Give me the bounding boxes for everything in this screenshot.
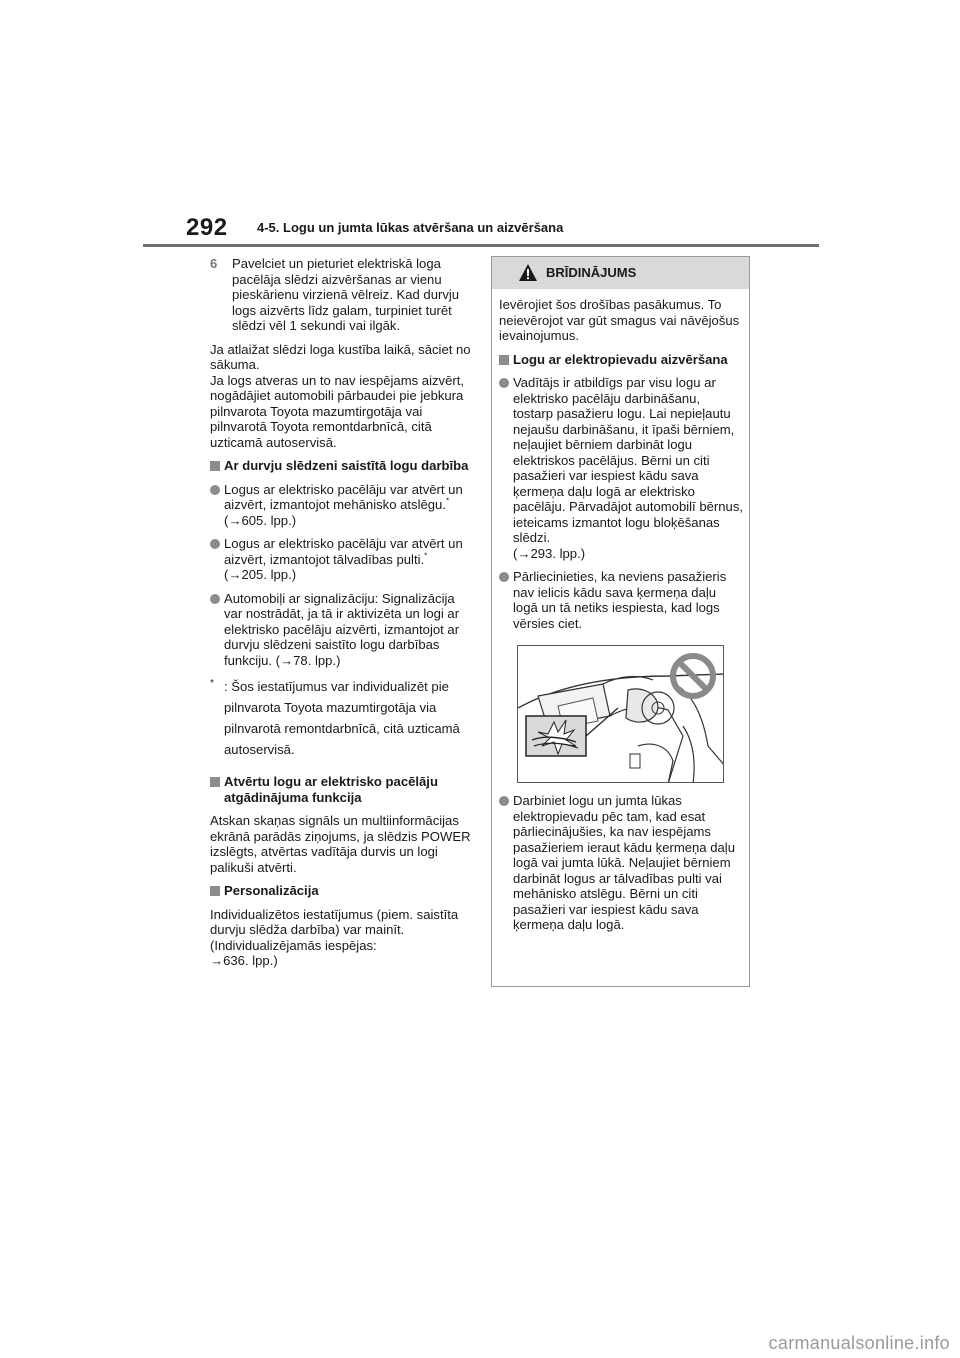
main-column	[210, 256, 472, 977]
section-title: 4-5. Logu un jumta lūkas atvēršana un aizvēršana	[257, 220, 564, 235]
heading-text: Personalizācija	[224, 883, 319, 898]
round-bullet-icon	[499, 378, 509, 388]
note-dealer: Ja logs atveras un to nav iespējams aizvērt, nogādājiet automobili pārbaudei pie jebkura pilnvarota Toyota mazumtirgotāja vai pilnvarotā Toyota remontdarbnīcā, citā uzticamā autoservisā.	[210, 372, 464, 450]
footnote	[210, 676, 472, 760]
footnote-marker: *	[424, 551, 428, 561]
bullet-text: Vadītājs ir atbildīgs par visu logu ar elektrisko pacēlāju darbināšanu, tostarp pasažieru logu. Lai nepieļautu nejaušu darbināšanu, it īpaši bērniem, neļaujiet bērniem darbināt logu elektriskos pacēlājus. Bērni un citi pasažieri var iespiest kādu sava ķermeņa daļu logā ar elektrisko pacēlāju. Pārvadājot automobilī bērnus, ieteicams izmantot logu bloķēšanas slēdzi.	[513, 375, 744, 545]
note-restart: Ja atlaižat slēdzi loga kustība laikā, sāciet no sākuma.	[210, 341, 471, 372]
round-bullet-icon	[210, 485, 220, 495]
footnote-star: *	[210, 678, 214, 689]
heading-text: Atvērtu logu ar elektrisko pacēlāju atgādinājuma funkcija	[224, 774, 438, 805]
square-bullet-icon	[499, 355, 509, 365]
page-reference-link[interactable]: 636. lpp.)	[223, 953, 278, 968]
note-paragraph	[210, 342, 472, 373]
bullet-text: Logus ar elektrisko pacēlāju var atvērt un aizvērt, izmantojot mehānisko atslēgu.	[224, 481, 463, 512]
heading-text: Logu ar elektropievadu aizvēršana	[513, 351, 728, 367]
bullet-alarm: Automobiļi ar signalizāciju: Signalizācija var nostrādāt, ja tā ir aktivizēta un logi ar elektrisko pacēlāju aizvērti, izmantojot ar durvju slēdzeni saistīto logu darbības funkciju. (→78. lpp.)	[210, 591, 472, 669]
square-bullet-icon	[210, 461, 220, 471]
bullet-text: Darbiniet logu un jumta lūkas elektropievadu pēc tam, kad esat pārliecinājušies, ka nav iespējams pasažieriem ieraut kādu ķermeņa daļu logā vai jumta lūkā. Neļaujiet bērniem darbināt logus ar tālvadības pulti vai mehānisko atslēgu. Bērni un citi pasažieri var iespiest kādu sava ķermeņa daļu logā.	[513, 793, 735, 932]
warning-bullet-driver: Vadītājs ir atbildīgs par visu logu ar elektrisko pacēlāju darbināšanu, tostarp pasažieru logu. Lai nepieļautu nejaušu darbināšanu, it īpaši bērniem, neļaujiet bērniem darbināt logu elektriskos pacēlājus. Bērni un citi pasažieri var iespiest kādu sava ķermeņa daļu logā ar elektrisko pacēlāju. Pārvadājot automobilī bērnus, ieteicams izmantot logu bloķēšanas slēdzi. (→293. lpp.)	[499, 375, 743, 561]
bullet-remote: Logus ar elektrisko pacēlāju var atvērt un aizvērt, izmantojot tālvadības pulti.* (→205. lpp.)	[210, 536, 472, 583]
round-bullet-icon	[210, 539, 220, 549]
round-bullet-icon	[499, 572, 509, 582]
step-6	[210, 256, 472, 334]
bullet-text: Pārliecinieties, ka neviens pasažieris nav ielicis kādu sava ķermeņa daļu logā un tā netiks iespiesta, kad logs vērsies ciet.	[513, 569, 727, 631]
note-paragraph-dealer	[210, 373, 472, 451]
illustration-hand-in-window	[517, 645, 724, 783]
heading-personalization	[210, 883, 472, 899]
step-6-text: Pavelciet un pieturiet elektriskā loga pacēlāja slēdzi aizvēršanas ar vienu pieskārienu virzienā vēlreiz. Kad durvju logs aizvērts līdz galam, turpiniet turēt slēdzi vēl 1 sekundi vai ilgāk.	[232, 256, 460, 333]
warning-intro: Ievērojiet šos drošības pasākumus. To neievērojot var gūt smagus vai nāvējošus ievainojumus.	[499, 297, 740, 343]
step-number: 6	[210, 256, 218, 271]
warning-box	[491, 256, 750, 987]
prohibition-icon	[669, 652, 717, 700]
warning-bullet-check	[499, 569, 743, 631]
reminder-paragraph: Atskan skaņas signāls un multiinformācijas ekrānā parādās ziņojums, ja slēdzis POWER izslēgts, atvērtas vadītāja durvis un logi palikuši atvērti.	[210, 813, 471, 875]
square-bullet-icon	[210, 777, 220, 787]
arrow-icon: →	[228, 567, 242, 582]
page-number: 292	[186, 214, 228, 241]
warning-title: BRĪDINĀJUMS	[546, 265, 637, 280]
heading-text: Ar durvju slēdzeni saistītā logu darbība	[224, 458, 469, 473]
personalization-paragraph	[210, 907, 472, 969]
arrow-icon: →	[228, 512, 242, 528]
page-reference-link[interactable]: 78. lpp.	[293, 652, 337, 668]
footnote-text: : Šos iestatījumus var individualizēt pie pilnvarota Toyota mazumtirgotāja via pilnvarotā remontdarbnīcā, citā uzticamā autoservisā.	[224, 679, 460, 757]
bullet-mechanical-key: Logus ar elektrisko pacēlāju var atvērt un aizvērt, izmantojot mehānisko atslēgu.* (→605. lpp.)	[210, 482, 472, 529]
square-bullet-icon	[210, 886, 220, 896]
page-reference-link[interactable]: 205. lpp.	[241, 567, 292, 582]
personalization-text: Individualizētos iestatījumus (piem. saistīta durvju slēdža darbība) var mainīt. (Individualizējamās iespējas:	[210, 906, 459, 953]
footnote-marker: *	[445, 496, 450, 506]
warning-header	[492, 257, 749, 289]
arrow-icon: →	[280, 652, 294, 668]
arrow-icon: →	[517, 545, 531, 561]
round-bullet-icon	[210, 594, 220, 604]
heading-open-window-reminder	[210, 774, 472, 805]
warning-body	[492, 289, 749, 933]
bullet-text: Automobiļi ar signalizāciju: Signalizācija var nostrādāt, ja tā ir aktivizēta un logi ar elektrisko pacēlāju aizvērti, izmantojot ar durvju slēdzeni saistīto logu darbības funkciju.	[224, 590, 460, 668]
page-reference-link[interactable]: 293. lpp.)	[530, 545, 586, 561]
watermark: carmanualsonline.info	[768, 1333, 950, 1353]
header-rule	[143, 244, 819, 247]
arrow-icon: →	[210, 953, 224, 968]
heading-door-lock-link	[210, 458, 472, 474]
warning-heading	[499, 352, 743, 368]
page-reference-link[interactable]: 605. lpp.	[241, 512, 292, 528]
round-bullet-icon	[499, 796, 509, 806]
bullet-text: Logus ar elektrisko pacēlāju var atvērt un aizvērt, izmantojot tālvadības pulti.	[224, 536, 463, 567]
warning-triangle-icon	[518, 263, 538, 282]
warning-bullet-operate	[499, 793, 743, 933]
